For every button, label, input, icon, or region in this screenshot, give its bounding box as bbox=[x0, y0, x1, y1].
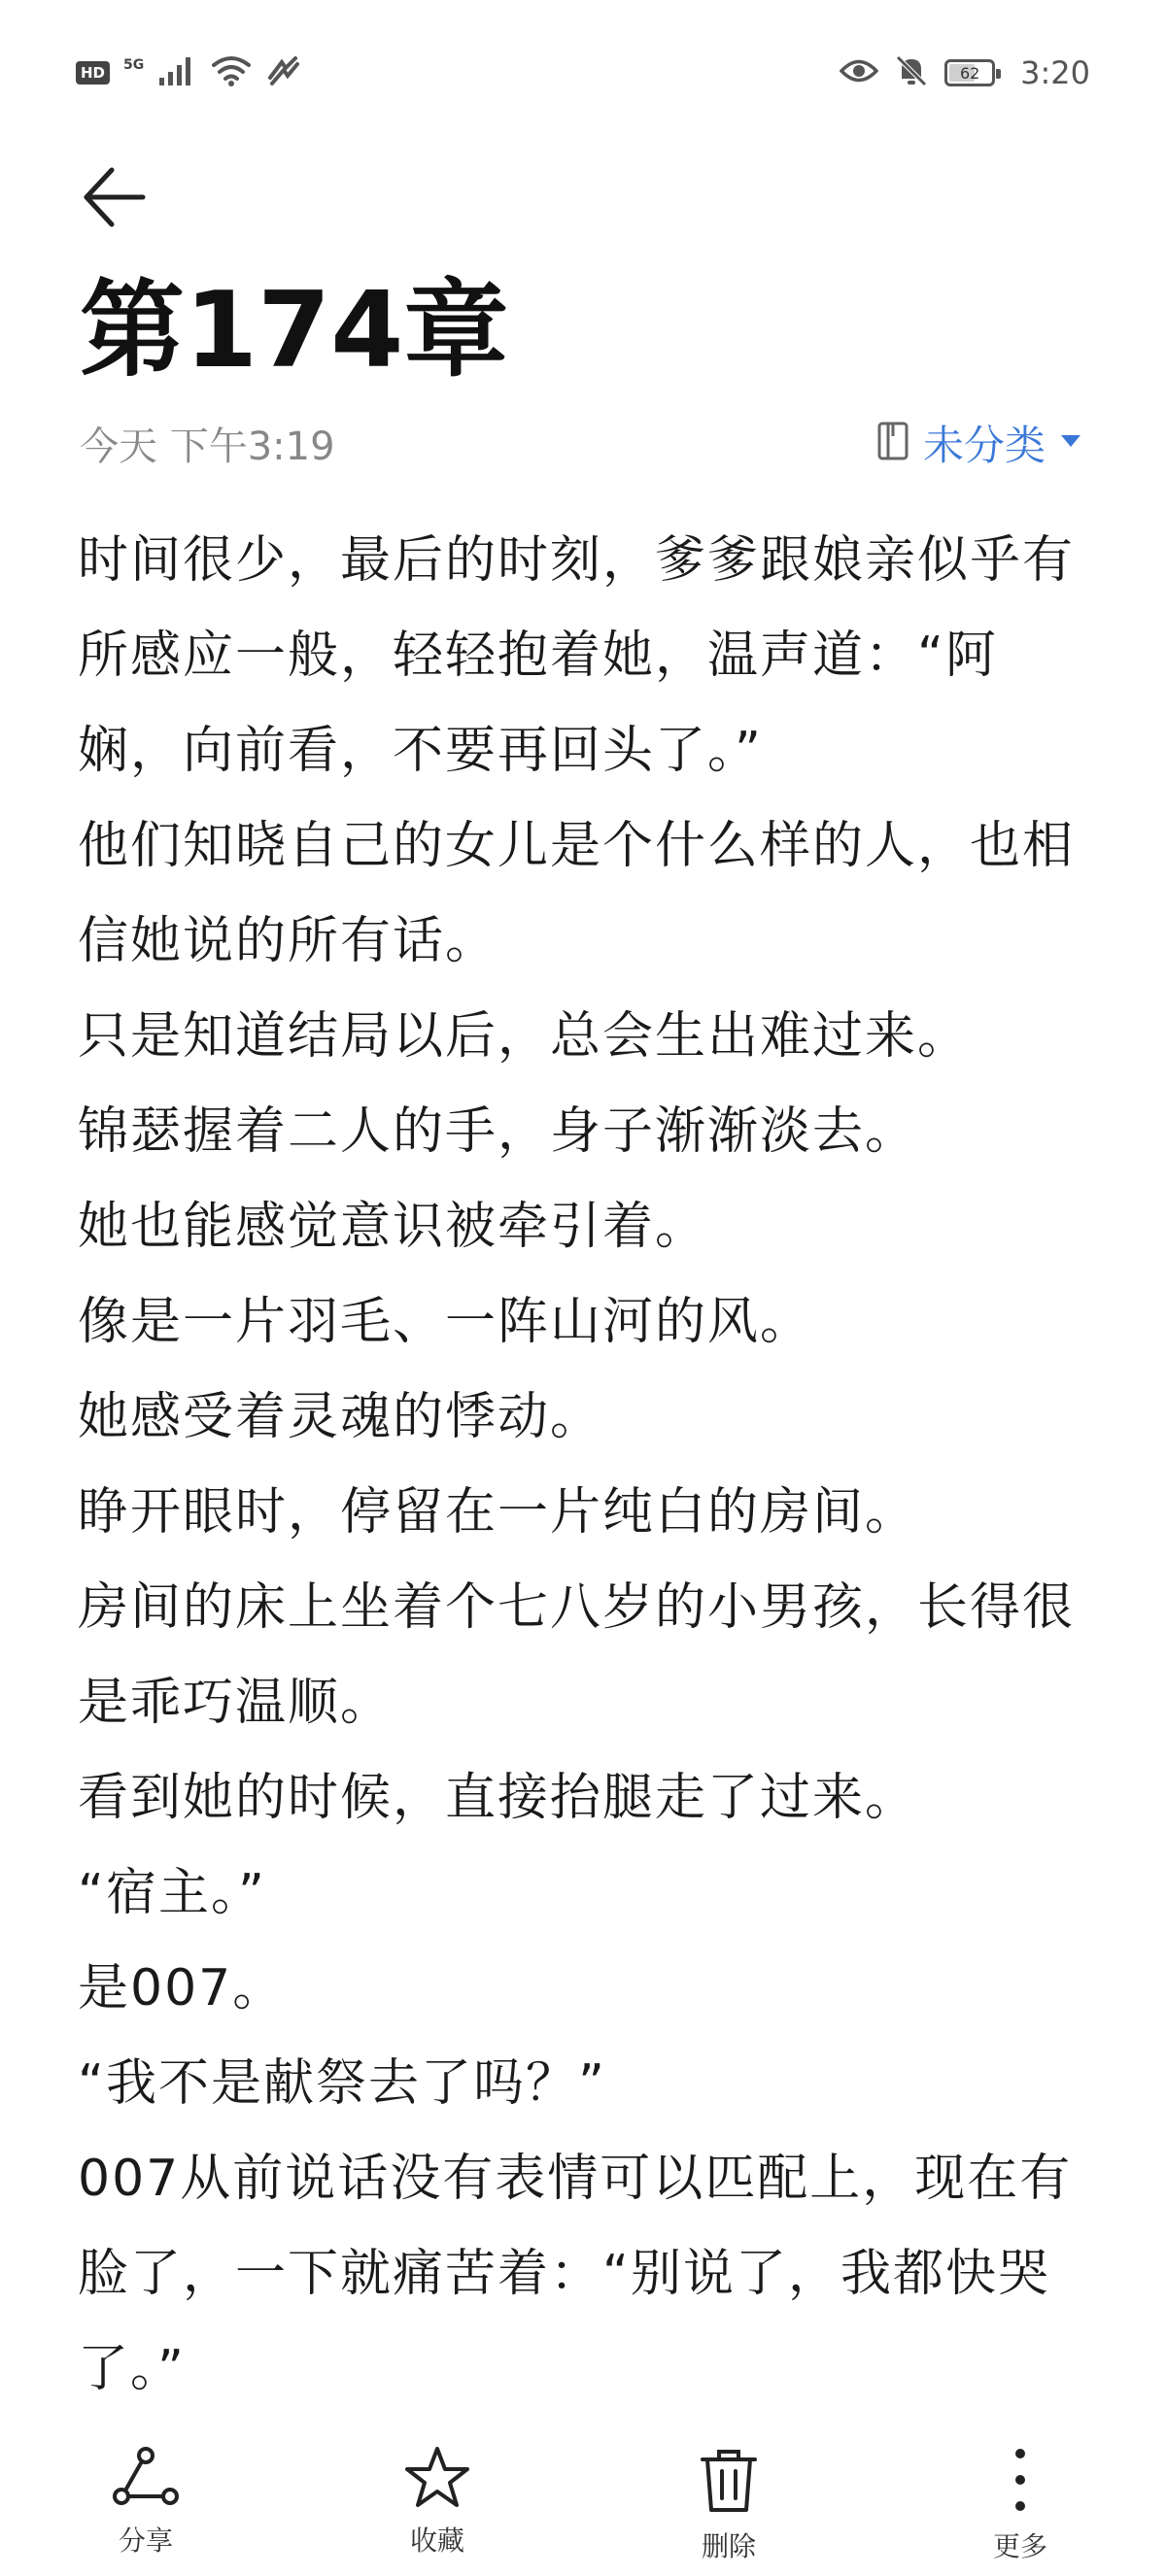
note-paragraph: “宿主。” bbox=[78, 1864, 266, 1922]
more-vertical-icon bbox=[986, 2446, 1054, 2514]
note-paragraph: 房间的床上坐着个七八岁的小男孩，长得很是乖巧温顺。 bbox=[78, 1578, 1076, 1732]
wifi-icon bbox=[210, 53, 253, 92]
back-button[interactable] bbox=[70, 155, 157, 243]
network-type-label: 5G bbox=[123, 57, 145, 73]
note-body[interactable] bbox=[78, 513, 1098, 2417]
share-icon bbox=[112, 2446, 180, 2508]
hd-badge: HD bbox=[76, 61, 110, 85]
share-button[interactable] bbox=[0, 2430, 292, 2576]
status-bar bbox=[0, 0, 1166, 146]
nfc-icon bbox=[266, 56, 301, 89]
note-paragraph: 007从前说话没有表情可以匹配上，现在有脸了，一下就痛苦着：“别说了，我都快哭了。” bbox=[78, 2150, 1073, 2398]
dropdown-triangle-icon bbox=[1059, 433, 1082, 453]
eye-comfort-icon bbox=[840, 56, 878, 89]
star-icon bbox=[403, 2446, 471, 2508]
more-button[interactable] bbox=[874, 2430, 1166, 2576]
note-paragraph: 睁开眼时，停留在一片纯白的房间。 bbox=[78, 1483, 918, 1542]
note-paragraph: 像是一片羽毛、一阵山河的风。 bbox=[78, 1293, 813, 1351]
note-paragraph: 她也能感觉意识被牵引着。 bbox=[78, 1198, 708, 1256]
delete-label: 删除 bbox=[701, 2530, 756, 2562]
note-paragraph: 是007。 bbox=[78, 1959, 286, 2017]
favorite-label: 收藏 bbox=[409, 2525, 464, 2557]
note-paragraph: “我不是献祭去了吗？” bbox=[78, 2054, 606, 2113]
battery-icon bbox=[944, 59, 995, 86]
note-paragraph: 时间很少，最后的时刻，爹爹跟娘亲似乎有所感应一般，轻轻抱着她，温声道：“阿娴，向前看，不要再回头了。” bbox=[78, 531, 1076, 780]
status-bar-right bbox=[840, 52, 1090, 93]
note-paragraph: 他们知晓自己的女儿是个什么样的人，也相信她说的所有话。 bbox=[78, 817, 1076, 970]
category-selector[interactable] bbox=[876, 414, 1082, 472]
note-paragraph: 只是知道结局以后，总会生出难过来。 bbox=[78, 1007, 971, 1066]
note-date: 今天 下午3:19 bbox=[80, 424, 335, 469]
signal-icon bbox=[157, 54, 196, 91]
note-paragraph: 锦瑟握着二人的手，身子渐渐淡去。 bbox=[78, 1102, 918, 1161]
more-label: 更多 bbox=[992, 2530, 1047, 2562]
mute-bell-icon bbox=[894, 53, 929, 92]
note-paragraph: 看到她的时候，直接抬腿走了过来。 bbox=[78, 1769, 918, 1827]
status-bar-left bbox=[76, 52, 301, 93]
battery-level: 62 bbox=[959, 63, 980, 83]
note-title[interactable]: 第174章 bbox=[80, 270, 509, 391]
delete-button[interactable] bbox=[583, 2430, 874, 2576]
trash-icon bbox=[695, 2446, 763, 2514]
back-arrow-icon bbox=[79, 162, 149, 236]
note-paragraph: 她感受着灵魂的悸动。 bbox=[78, 1388, 603, 1446]
bottom-toolbar bbox=[0, 2430, 1166, 2576]
status-time: 3:20 bbox=[1020, 54, 1090, 91]
favorite-button[interactable] bbox=[292, 2430, 583, 2576]
notebook-icon bbox=[876, 421, 909, 465]
share-label: 分享 bbox=[118, 2525, 173, 2557]
category-label: 未分类 bbox=[922, 422, 1046, 469]
